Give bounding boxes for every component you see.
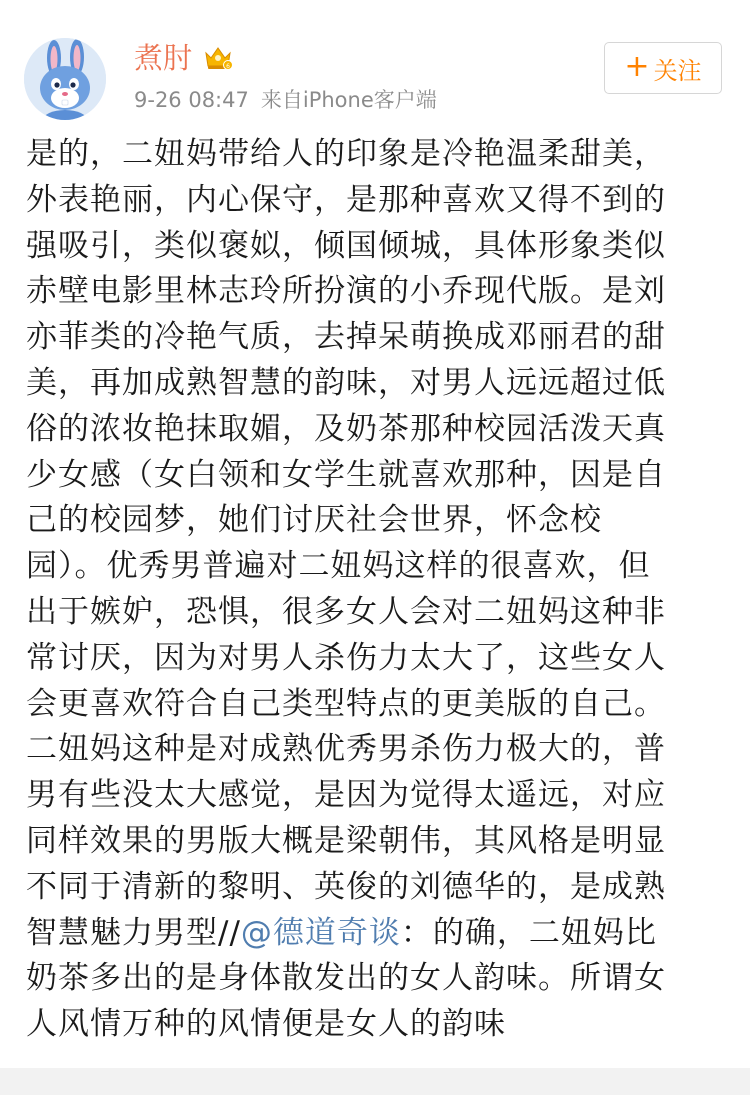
plus-icon: + [624, 49, 650, 84]
post-content [26, 132, 726, 1048]
post-timestamp: 9-26 08:47 [134, 88, 249, 112]
content-line: 二妞妈这种是对成熟优秀男杀伤力极大的，普 [26, 731, 666, 768]
content-line: 同样效果的男版大概是梁朝伟，其风格是明显 [26, 822, 666, 859]
rabbit-avatar-icon [24, 38, 106, 120]
content-text: ：的确，二妞妈比 [400, 914, 657, 951]
content-line: 会更喜欢符合自己类型特点的更美版的自己。 [26, 685, 666, 722]
content-line: 常讨厌，因为对男人杀伤力太大了，这些女人 [26, 639, 666, 676]
svg-text:6: 6 [226, 63, 230, 70]
content-line: 园）。优秀男普遍对二妞妈这样的很喜欢，但 [26, 548, 651, 585]
content-line: 强吸引，类似褒姒，倾国倾城，具体形象类似 [26, 227, 666, 264]
content-line: 奶茶多出的是身体散发出的女人韵味。所谓女 [26, 960, 666, 997]
content-line: 俗的浓妆艳抹取媚，及奶茶那种校园活泼天真 [26, 410, 666, 447]
bottom-divider [0, 1068, 750, 1095]
user-avatar[interactable] [24, 38, 106, 120]
content-line: 出于嫉妒，恐惧，很多女人会对二妞妈这种非 [26, 593, 666, 630]
follow-button[interactable] [604, 42, 722, 94]
follow-label: 关注 [653, 56, 702, 85]
post-source[interactable]: 来自iPhone客户端 [260, 88, 437, 112]
username[interactable]: 煮肘 [134, 41, 193, 75]
content-line: 外表艳丽，内心保守，是那种喜欢又得不到的 [26, 181, 666, 218]
post-meta [134, 85, 437, 115]
content-line: 美，再加成熟智慧的韵味，对男人远远超过低 [26, 364, 666, 401]
content-line: 男有些没太大感觉，是因为觉得太遥远，对应 [26, 777, 666, 814]
content-text: 智慧魅力男型// [26, 914, 241, 951]
content-line: 亦菲类的冷艳气质，去掉呆萌换成邓丽君的甜 [26, 319, 666, 356]
content-line: 少女感（女白领和女学生就喜欢那种，因是自 [26, 456, 666, 493]
content-line: 赤壁电影里林志玲所扮演的小乔现代版。是刘 [26, 273, 666, 310]
content-line: 是的，二妞妈带给人的印象是冷艳温柔甜美， [26, 136, 666, 172]
content-line-with-mention [26, 911, 726, 957]
content-line: 己的校园梦，她们讨厌社会世界，怀念校 [26, 502, 602, 539]
mention-link[interactable]: @德道奇谈 [240, 914, 401, 951]
content-line: 不同于清新的黎明、英俊的刘德华的，是成熟 [26, 868, 666, 905]
content-line: 人风情万种的风情便是女人的韵味 [26, 1006, 506, 1043]
vip-crown-icon[interactable] [203, 44, 233, 72]
